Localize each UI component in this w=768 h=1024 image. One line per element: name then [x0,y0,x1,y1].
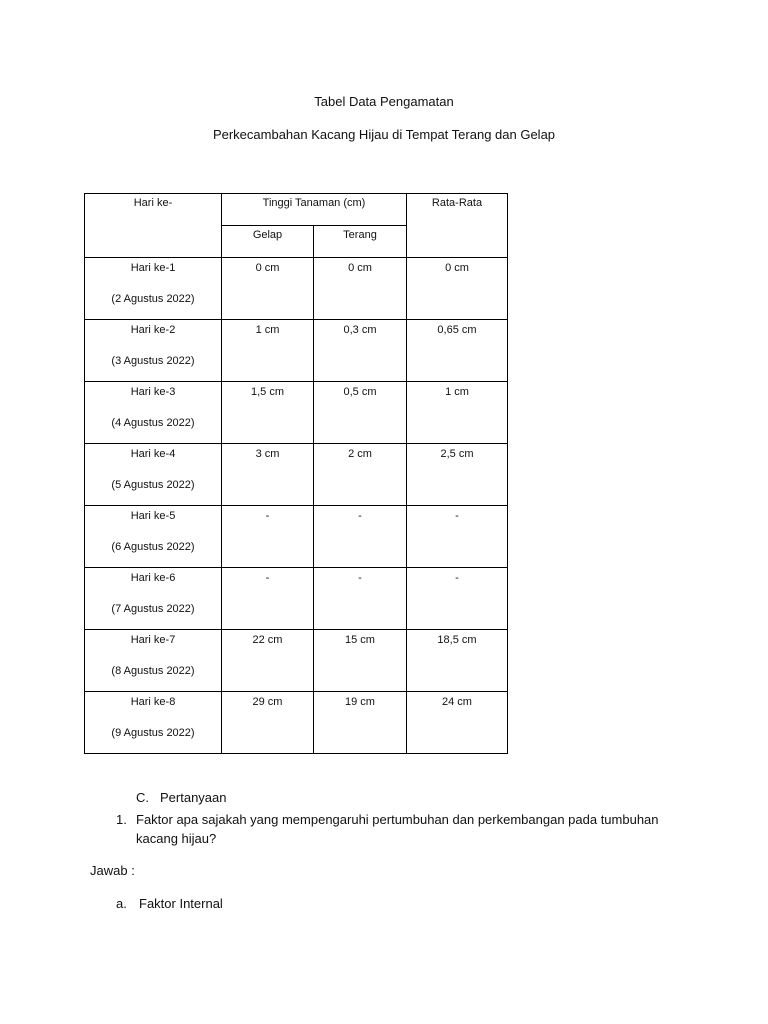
cell-dark: - [222,568,314,630]
answer-label: Jawab : [90,863,135,878]
header-day: Hari ke- [85,194,222,258]
cell-light: 0,5 cm [314,382,407,444]
question-1 [116,810,676,848]
cell-average: 2,5 cm [407,444,508,506]
day-date: (3 Agustus 2022) [111,355,195,367]
cell-day [85,258,222,320]
cell-day [85,320,222,382]
cell-average: 1 cm [407,382,508,444]
table-row [85,630,508,692]
day-label: Hari ke-7 [130,634,176,646]
section-c-number: C. [136,790,149,805]
cell-dark: 3 cm [222,444,314,506]
cell-average: - [407,506,508,568]
cell-dark: 1,5 cm [222,382,314,444]
day-date: (4 Agustus 2022) [111,417,195,429]
table-row [85,258,508,320]
cell-dark: - [222,506,314,568]
observation-table [84,193,508,754]
header-dark: Gelap [222,226,314,258]
day-date: (9 Agustus 2022) [111,727,195,739]
cell-light: - [314,568,407,630]
cell-average: 0,65 cm [407,320,508,382]
section-c-heading [136,790,227,805]
day-label: Hari ke-6 [130,572,176,584]
question-1-number: 1. [116,812,127,827]
question-1-text: Faktor apa sajakah yang mempengaruhi pertumbuhan dan perkembangan pada tumbuhan kacang hijau? [136,812,659,846]
day-label: Hari ke-1 [130,262,176,274]
table-row [85,382,508,444]
day-label: Hari ke-5 [130,510,176,522]
cell-day [85,568,222,630]
cell-average: 0 cm [407,258,508,320]
document-subtitle: Perkecambahan Kacang Hijau di Tempat Terang dan Gelap [212,127,556,142]
answer-item-a [116,896,223,911]
cell-light: 0,3 cm [314,320,407,382]
cell-dark: 0 cm [222,258,314,320]
day-label: Hari ke-8 [130,696,176,708]
cell-day [85,692,222,754]
document-title: Tabel Data Pengamatan [314,94,454,109]
cell-day [85,444,222,506]
table-row [85,692,508,754]
cell-average: 18,5 cm [407,630,508,692]
cell-day [85,630,222,692]
cell-light: 15 cm [314,630,407,692]
day-date: (7 Agustus 2022) [111,603,195,615]
day-date: (2 Agustus 2022) [111,293,195,305]
day-label: Hari ke-3 [130,386,176,398]
day-date: (8 Agustus 2022) [111,665,195,677]
cell-light: 2 cm [314,444,407,506]
answer-item-a-number: a. [116,896,127,911]
day-date: (6 Agustus 2022) [111,541,195,553]
cell-light: 0 cm [314,258,407,320]
cell-average: 24 cm [407,692,508,754]
day-label: Hari ke-2 [130,324,176,336]
table-header-row [85,194,508,226]
cell-light: 19 cm [314,692,407,754]
cell-average: - [407,568,508,630]
cell-dark: 1 cm [222,320,314,382]
day-label: Hari ke-4 [130,448,176,460]
cell-light: - [314,506,407,568]
header-light: Terang [314,226,407,258]
table-row [85,506,508,568]
header-average: Rata-Rata [407,194,508,258]
table-row [85,568,508,630]
cell-day [85,382,222,444]
table-row [85,444,508,506]
day-date: (5 Agustus 2022) [111,479,195,491]
header-height: Tinggi Tanaman (cm) [222,194,407,226]
cell-dark: 22 cm [222,630,314,692]
table-row [85,320,508,382]
answer-item-a-text: Faktor Internal [139,896,223,911]
cell-dark: 29 cm [222,692,314,754]
cell-day [85,506,222,568]
section-c-title: Pertanyaan [160,790,227,805]
